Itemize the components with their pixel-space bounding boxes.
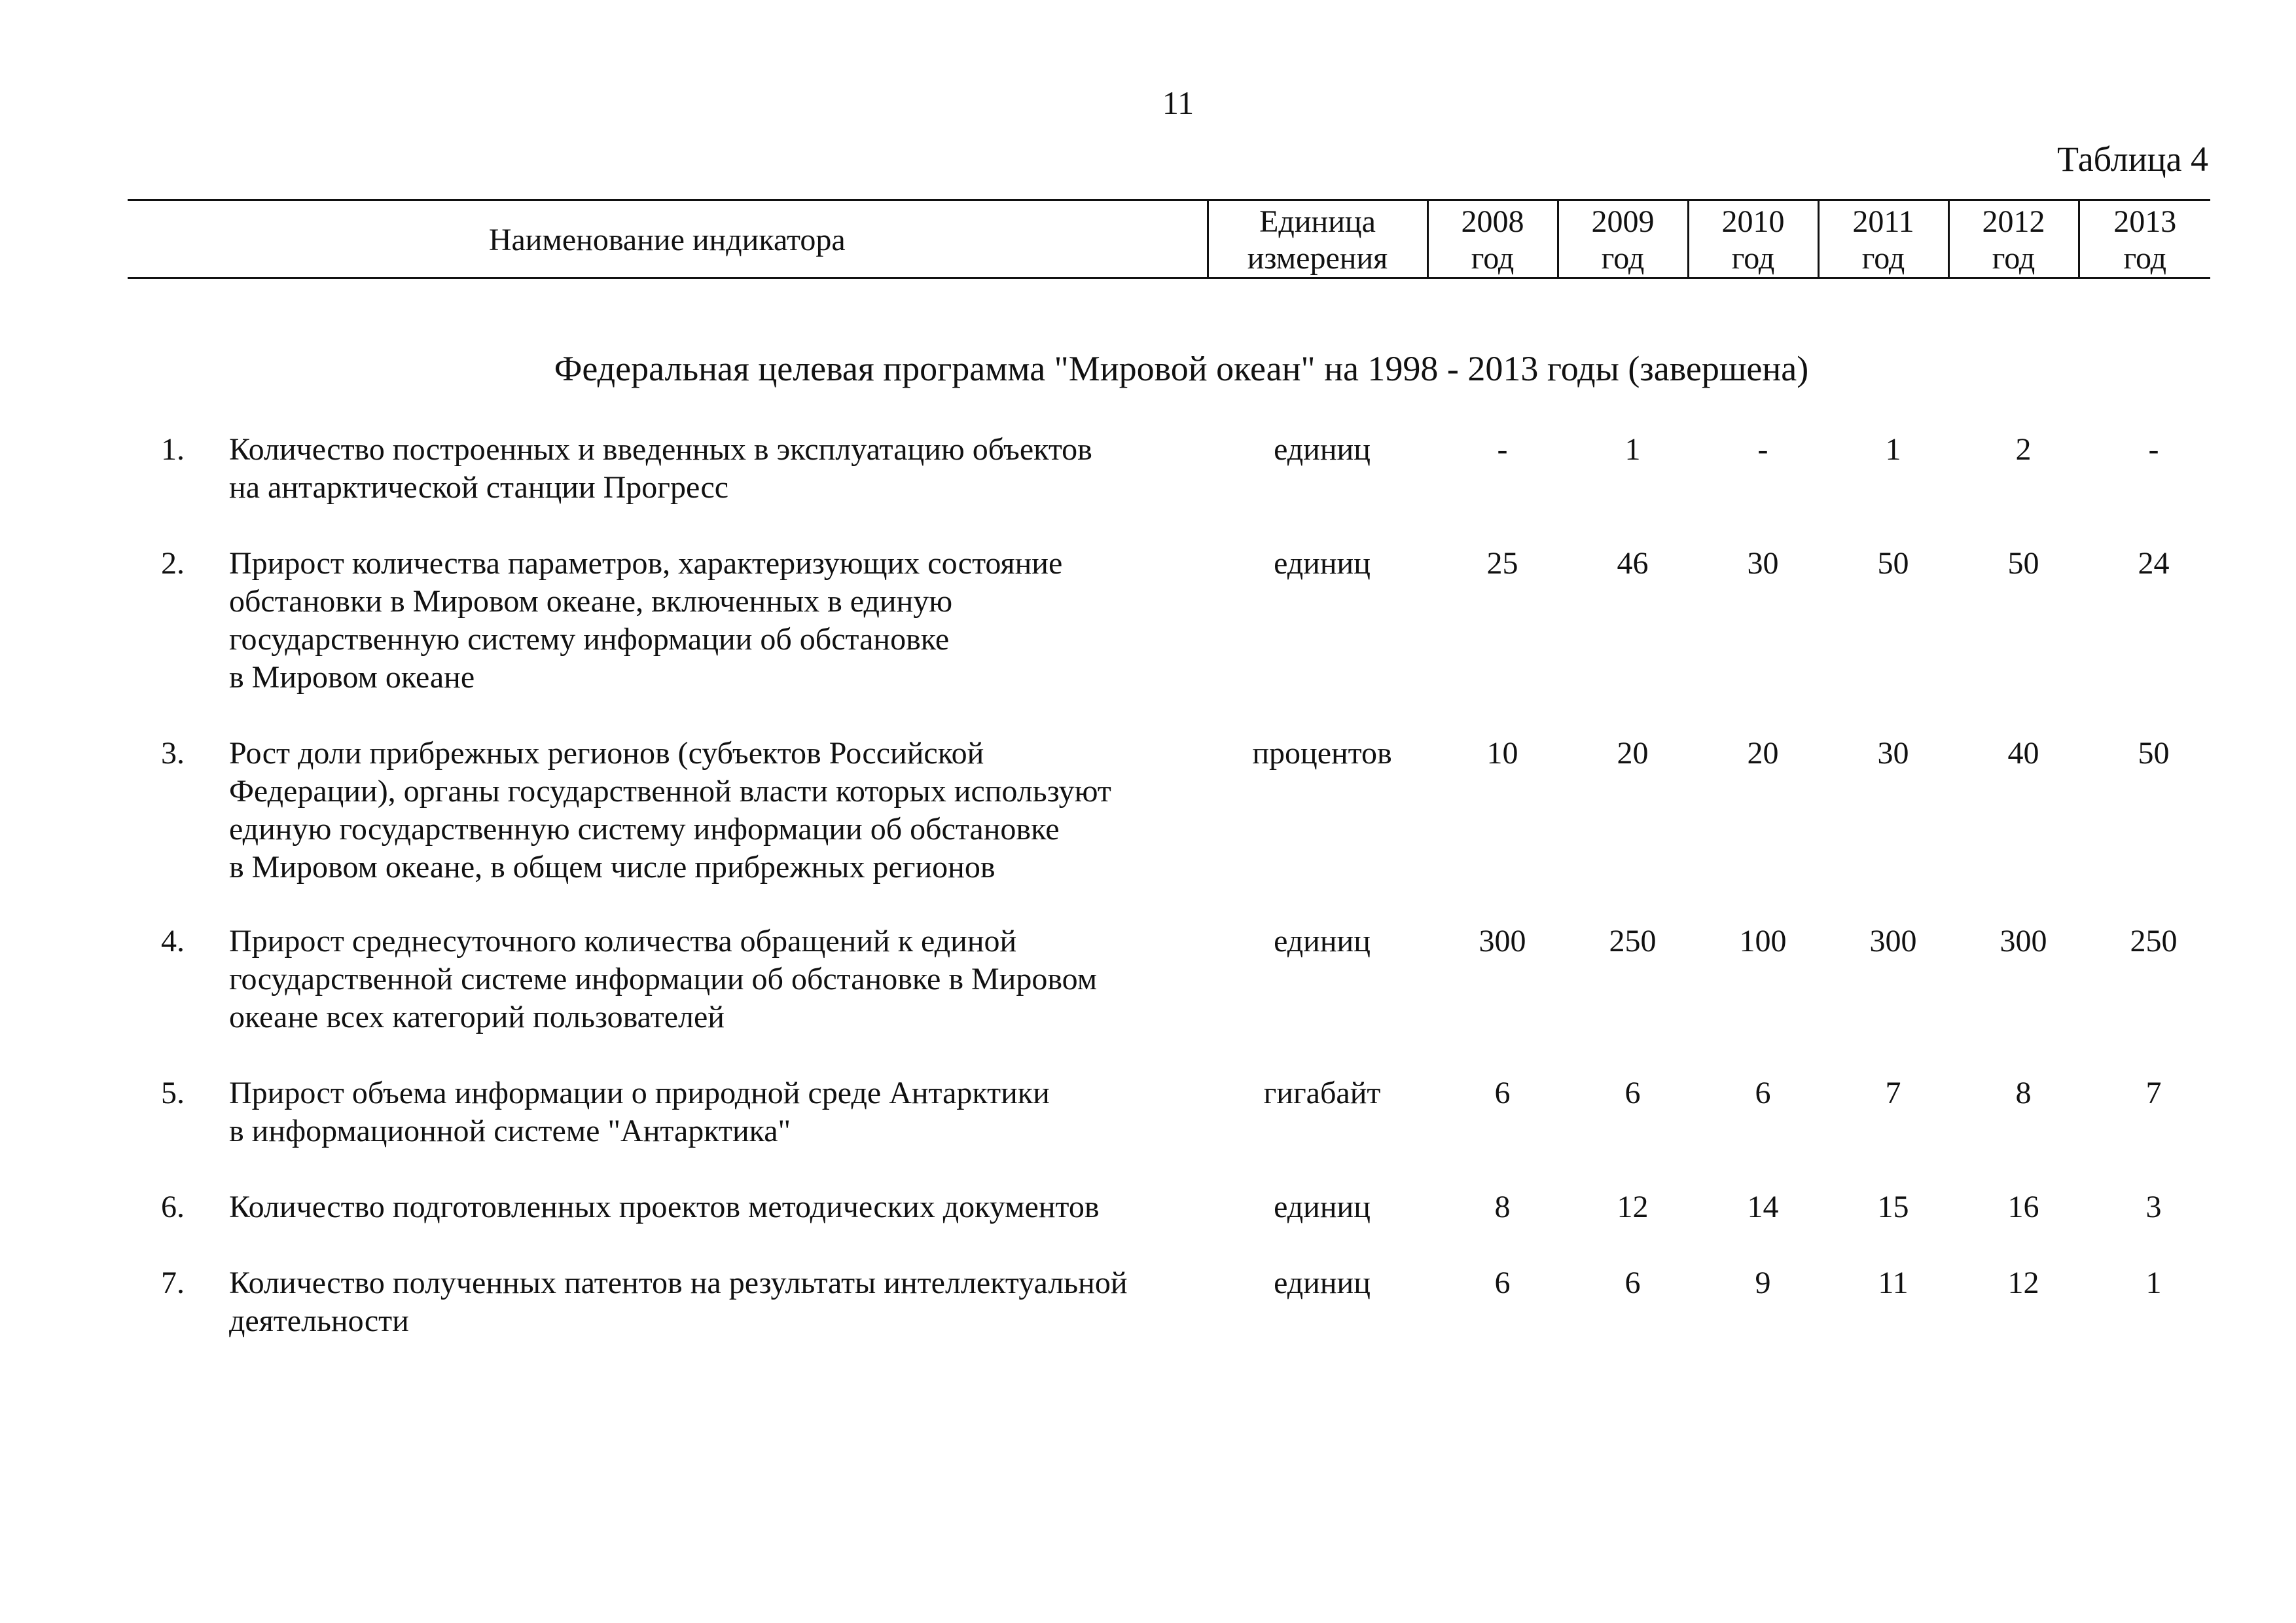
- value-cell: 9: [1755, 1266, 1771, 1300]
- value-cell: 10: [1486, 736, 1518, 771]
- value-cell: 6: [1624, 1266, 1641, 1300]
- value-cell: 3: [2145, 1190, 2162, 1224]
- year-label: 2012: [1982, 204, 2045, 239]
- indicator-name-line: Количество подготовленных проектов методических документов: [229, 1190, 1100, 1224]
- unit-cell: единиц: [1274, 546, 1371, 581]
- value-cell: 11: [1878, 1266, 1909, 1300]
- value-cell: 50: [2007, 546, 2039, 581]
- value-cell: 8: [2015, 1076, 2032, 1110]
- year-suffix: год: [1731, 241, 1775, 276]
- value-cell: 300: [1479, 924, 1526, 958]
- page-number: 11: [1162, 84, 1194, 121]
- indicator-name: [229, 431, 1198, 507]
- table-row: [0, 1074, 2296, 1148]
- value-cell: 50: [2138, 736, 2170, 771]
- year-header: [1948, 200, 2079, 278]
- value-cell: 20: [1617, 736, 1649, 771]
- year-header: [1558, 200, 1688, 278]
- value-cell: 24: [2138, 546, 2170, 581]
- indicator-name-line: Количество построенных и введенных в эксплуатацию объектов: [229, 432, 1092, 467]
- row-number: 1.: [161, 432, 185, 467]
- value-cell: 1: [1885, 432, 1901, 467]
- indicator-name-line: Прирост среднесуточного количества обращений к единой: [229, 924, 1017, 958]
- value-cell: 7: [2145, 1076, 2162, 1110]
- unit-cell: гигабайт: [1263, 1076, 1381, 1110]
- table-header: [128, 199, 2210, 279]
- year-label: 2009: [1591, 204, 1655, 239]
- year-label: 2013: [2113, 204, 2177, 239]
- year-header: [1818, 200, 1948, 278]
- value-cell: 6: [1624, 1076, 1641, 1110]
- value-cell: 16: [2007, 1190, 2039, 1224]
- indicator-name-line: в Мировом океане, в общем числе прибрежных регионов: [229, 850, 996, 884]
- unit-header: [1208, 200, 1427, 278]
- indicator-name-line: Рост доли прибрежных регионов (субъектов Российской: [229, 736, 984, 771]
- indicator-name-line: государственную систему информации об обстановке: [229, 622, 950, 657]
- indicator-name: [229, 1264, 1198, 1340]
- indicator-name: [229, 922, 1198, 1036]
- value-cell: 15: [1877, 1190, 1909, 1224]
- unit-cell: единиц: [1274, 432, 1371, 467]
- indicator-name-line: в Мировом океане: [229, 660, 475, 695]
- value-cell: -: [2148, 432, 2159, 467]
- row-number: 3.: [161, 736, 185, 771]
- value-cell: -: [1497, 432, 1508, 467]
- indicator-name-line: Прирост объема информации о природной среде Антарктики: [229, 1076, 1050, 1110]
- indicator-name-line: Федерации), органы государственной власти которых используют: [229, 774, 1111, 809]
- table-caption: Таблица 4: [2057, 139, 2208, 179]
- year-suffix: год: [2123, 241, 2167, 276]
- indicator-name-header: Наименование индикатора: [128, 200, 1208, 278]
- table-row: [0, 1264, 2296, 1338]
- value-cell: 6: [1494, 1076, 1511, 1110]
- value-cell: 40: [2007, 736, 2039, 771]
- year-header: [2079, 200, 2210, 278]
- indicator-name-line: государственной системе информации об обстановке в Мировом: [229, 962, 1098, 996]
- row-number: 4.: [161, 924, 185, 958]
- year-label: 2008: [1461, 204, 1524, 239]
- indicator-name-line: на антарктической станции Прогресс: [229, 470, 729, 505]
- unit-cell: единиц: [1274, 1190, 1371, 1224]
- unit-cell: единиц: [1274, 1266, 1371, 1300]
- table-row: [0, 922, 2296, 1034]
- indicator-name: [229, 545, 1198, 697]
- year-suffix: год: [1601, 241, 1645, 276]
- unit-cell: единиц: [1274, 924, 1371, 958]
- indicator-name: [229, 1188, 1198, 1226]
- value-cell: 300: [2000, 924, 2047, 958]
- value-cell: -: [1757, 432, 1768, 467]
- indicator-name-line: обстановки в Мировом океане, включенных в единую: [229, 584, 953, 619]
- value-cell: 46: [1617, 546, 1649, 581]
- value-cell: 1: [2145, 1266, 2162, 1300]
- indicator-name-line: Количество полученных патентов на результаты интеллектуальной: [229, 1266, 1128, 1300]
- year-label: 2010: [1721, 204, 1785, 239]
- indicator-name: [229, 1074, 1198, 1150]
- year-suffix: год: [1861, 241, 1905, 276]
- unit-cell: процентов: [1252, 736, 1392, 771]
- row-number: 7.: [161, 1266, 185, 1300]
- value-cell: 6: [1494, 1266, 1511, 1300]
- year-suffix: год: [1471, 241, 1515, 276]
- indicator-name-line: единую государственную систему информации об обстановке: [229, 812, 1060, 847]
- value-cell: 30: [1877, 736, 1909, 771]
- row-number: 2.: [161, 546, 185, 581]
- row-number: 5.: [161, 1076, 185, 1110]
- table-row: [0, 1188, 2296, 1224]
- value-cell: 50: [1877, 546, 1909, 581]
- value-cell: 30: [1747, 546, 1779, 581]
- value-cell: 12: [1617, 1190, 1649, 1224]
- value-cell: 250: [2130, 924, 2178, 958]
- indicator-name-line: Прирост количества параметров, характеризующих состояние: [229, 546, 1063, 581]
- value-cell: 1: [1624, 432, 1641, 467]
- year-label: 2011: [1852, 204, 1914, 239]
- value-cell: 7: [1885, 1076, 1901, 1110]
- indicator-name: [229, 735, 1198, 886]
- section-title: Федеральная целевая программа "Мировой океан" на 1998 - 2013 годы (завершена): [554, 349, 1809, 388]
- indicator-name-line: в информационной системе "Антарктика": [229, 1114, 791, 1148]
- value-cell: 20: [1747, 736, 1779, 771]
- year-suffix: год: [1992, 241, 2036, 276]
- value-cell: 8: [1494, 1190, 1511, 1224]
- value-cell: 100: [1739, 924, 1787, 958]
- indicator-name-line: океане всех категорий пользователей: [229, 1000, 725, 1034]
- unit-header-line2: измерения: [1247, 241, 1388, 276]
- value-cell: 300: [1869, 924, 1917, 958]
- value-cell: 2: [2015, 432, 2032, 467]
- value-cell: 12: [2007, 1266, 2039, 1300]
- indicator-name-line: деятельности: [229, 1304, 409, 1338]
- row-number: 6.: [161, 1190, 185, 1224]
- year-header: [1427, 200, 1558, 278]
- value-cell: 25: [1486, 546, 1518, 581]
- year-header: [1688, 200, 1818, 278]
- value-cell: 14: [1747, 1190, 1779, 1224]
- unit-header-line1: Единица: [1259, 204, 1376, 239]
- value-cell: 250: [1609, 924, 1657, 958]
- value-cell: 6: [1755, 1076, 1771, 1110]
